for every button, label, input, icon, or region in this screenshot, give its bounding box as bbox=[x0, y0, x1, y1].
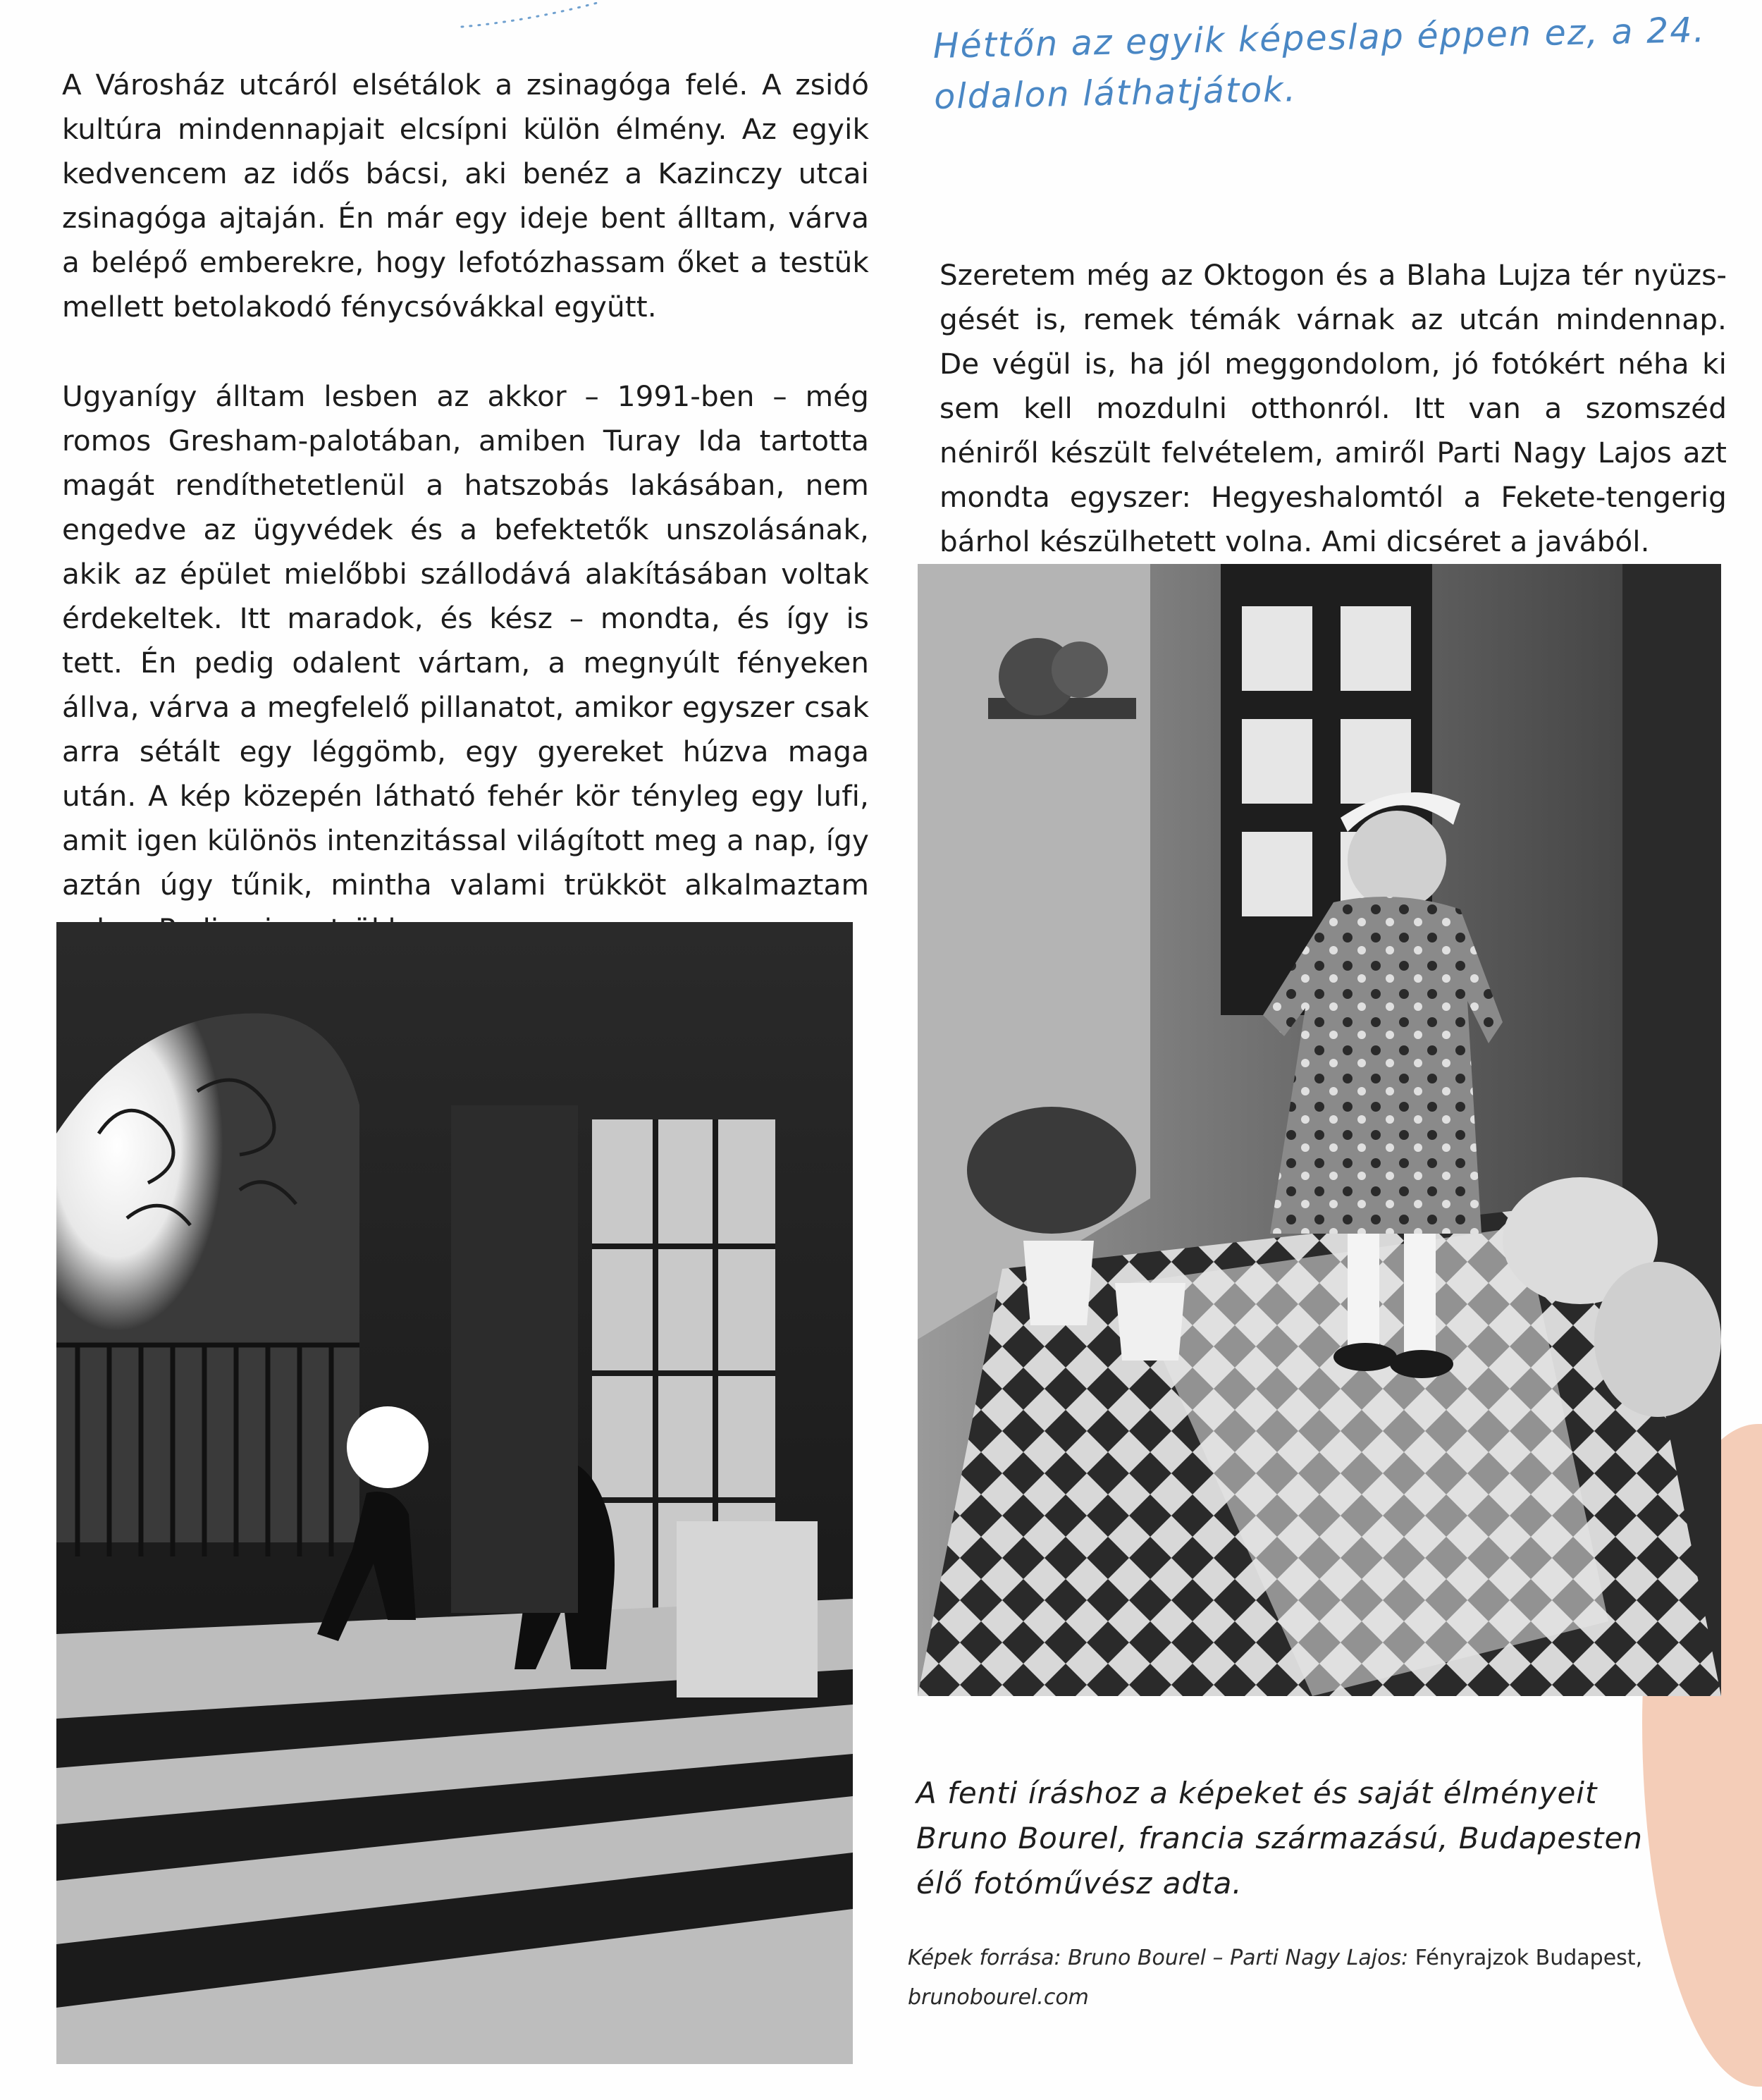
photo-gresham-balloon bbox=[56, 922, 853, 2064]
image-source-credit bbox=[908, 1939, 1648, 2018]
handwritten-note: Héttőn az egyik képeslap éppen ez, a 24. oldalon láthatjátok. bbox=[932, 10, 1706, 117]
right-paragraph-1: Szeretem még az Oktogon és a Blaha Lujza tér nyüzsgését is, remek témák várnak az utcán mindennap. De végül is, ha jól meggondolom, jó fotókért néha ki sem kell mozdulni otthonról. Itt van a szomszéd néniről készült felvételem, amiről Parti Nagy Lajos azt mondta egyszer: Hegyeshalomtól a Fekete-tengerig bárhol készülhetett volna. Ami dicséret a javából. bbox=[939, 257, 1727, 558]
photo-neighbor-woman bbox=[918, 564, 1721, 1696]
photo-caption: A fenti íráshoz a képeket és saját élményeit Bruno Bourel, francia származású, Budapesten élő fotóművész adta. bbox=[916, 1776, 1643, 1901]
left-paragraph-2: Ugyanígy álltam lesben az akkor – 1991-ben – még romos Gresham-palotában, amiben Turay Ida tartotta magát rendíthetetlenül a hatszobás lakásában, nem engedve az ügyvédek és a befektetők unszolásának, akik az épület mielőbbi szállodává alakításában voltak érdekeltek. Itt maradok, és kész – mondta, és így is tett. Én pedig odalent vártam, a megnyúlt fényeken állva, várva a megfelelő pillanatot, amikor egyszer csak arra sétált egy léggömb, egy gyereket húzva maga után. A kép közepén látható fehér kör tényleg egy lufi, amit igen különös intenzitással világított meg a nap, így aztán úgy tűnik, mintha valami trükköt alkalmaztam bbox=[62, 379, 869, 902]
left-paragraph-1: A Városház utcáról elsétálok a zsinagóga felé. A zsidó kultúra mindennapjait elcsípni külön élmény. Az egyik kedvencem az idős bácsi, aki benéz a Kazinczy utcai zsinagóga ajtaján. Én már egy ideje bent álltam, várva a belépő emberekre, hogy lefotózhassam őket a testük mellett betolakodó fénycsóvákkal együtt. bbox=[62, 67, 869, 324]
source-book-title: Fényrajzok Budapest, bbox=[1415, 1946, 1643, 1970]
source-website: brunobourel.com bbox=[908, 1985, 1089, 2010]
source-label: Képek forrása: Bruno Bourel – Parti Nagy Lajos: bbox=[908, 1946, 1409, 1970]
dotted-arc-decoration bbox=[458, 0, 606, 30]
